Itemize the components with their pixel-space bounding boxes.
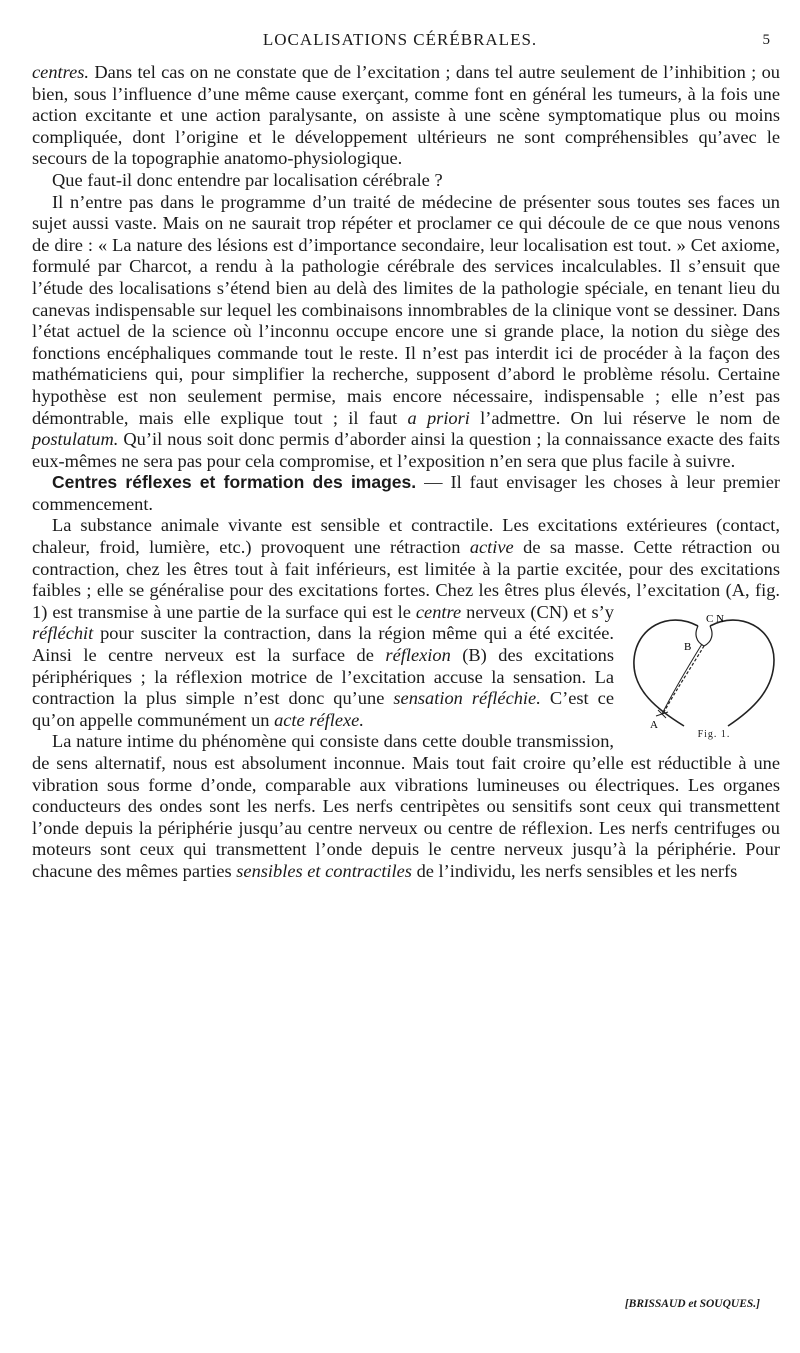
centrifuge-nerve (662, 644, 702, 714)
paragraph-text: Il n’entre pas dans le programme d’un traité de médecine de présenter sous toutes ses faces un sujet aussi vaste. Mais on ne saurait trop répéter et proclamer ce qui découle de ce que nous venons de dire : « La nature des lésions est d’importance secondaire, leur localisation est tout. » Cet axiome, formulé par Charcot, a rendu à la pathologie cérébrale des services incalculables. Il s’ensuit que l’étude des localisations s’étend bien au delà des limites de la pathologie spéciale, en tenant lieu du canevas indispensable sur lequel les combinaisons innombrables de la clinique vont se dessiner. Dans l’état actuel de la science où l’inconnu occupe encore une si grande place, la notion du siège des fonctions encéphaliques commande tout le reste. Il n’est pas interdit ici de procéder à la façon des mathématiciens qui, pour simplifier la recherche, supposent d’abord le problème résolu. Certaine hypothèse est non seulement permise, mais encore nécessaire, indispensable ; elle n’est pas démontrable, mais elle explique tout ; il faut (32, 191, 780, 428)
paragraph-1 (32, 62, 780, 170)
label-cn: C N (706, 612, 725, 625)
italic-phrase: a priori (407, 407, 470, 428)
figure-1 (628, 606, 780, 746)
nerve-center (696, 626, 712, 646)
paragraph-5 (32, 515, 780, 741)
paragraph-text: La nature intime du phénomène qui consiste dans cette double transmission, de sens alternatif, nous est absolument inconnue. Mais tout fait croire qu’elle est réductible à une vibration sous forme d’onde, comparable aux vibrations lumineuses ou électriques. Les organes conducteurs des ondes sont les nerfs. Les nerfs centripètes ou sensitifs sont ceux qui transmettent l’onde depuis la périphérie jusqu’au centre nerveux ou centre de réflexion. Les nerfs centrifuges ou moteurs sont ceux qui transmettent l’onde depuis le centre nerveux jusqu’à la périphérie. Pour chacune des mêmes parties (32, 731, 780, 881)
paragraph-2: Que faut-il donc entendre par localisation cérébrale ? (52, 169, 443, 190)
body-text (32, 62, 780, 883)
printer-signature: [BRISSAUD et SOUQUES.] (624, 1298, 760, 1310)
paragraph-text: l’admettre. On lui réserve le nom de (469, 407, 780, 428)
italic-phrase: sensibles et contractiles (236, 860, 412, 881)
italic-word: réflexion (385, 645, 451, 666)
italic-word: centre (415, 601, 462, 622)
paragraph-text: Qu’il nous soit donc permis d’aborder ainsi la question ; la connaissance exacte des faits eux-mêmes ne sera pas pour cela compromise, et l’exposition n’en sera que plus facile à suivre. (32, 429, 780, 471)
paragraph-6 (32, 731, 780, 882)
paragraph-text: (B) des excitations périphériques ; la réflexion motrice de l’excitation accuse la sensation. La contraction la plus simple n’est donc qu’une (32, 645, 614, 709)
outer-curve-left (634, 620, 698, 726)
paragraph-3 (32, 192, 780, 473)
italic-word: active (469, 537, 514, 558)
page-number: 5 (762, 32, 770, 48)
label-a: A (650, 718, 658, 731)
paragraph-text: C’est ce qu’on appelle communément un (32, 688, 614, 730)
italic-phrase: sensation réfléchie. (393, 688, 541, 709)
italic-phrase: acte réflexe. (274, 709, 364, 730)
section-paragraph (32, 472, 780, 515)
italic-word: centres. (32, 62, 90, 82)
label-b: B (684, 640, 692, 653)
figure-caption: Fig. 1. (697, 729, 731, 741)
paragraph-text: — Il faut envisager les choses à leur premier commencement. (32, 472, 780, 514)
centripetal-nerve (664, 646, 704, 712)
paragraph-text: Dans tel cas on ne constate que de l’excitation ; dans tel autre seulement de l’inhibition ; ou bien, sous l’influence d’une même cause exerçant, comme font en général les tumeurs, à la fois une action excitante et une action paralysante, on assiste à une scène symptomatique plus ou moins compliquée, dont l’origine et le développement ultérieurs ne sont compréhensibles qu’avec le secours de la topographie anatomo-physiologique. (32, 62, 780, 169)
running-header: LOCALISATIONS CÉRÉBRALES. (262, 30, 538, 49)
outer-curve-right (710, 620, 774, 726)
italic-phrase: postulatum. (32, 429, 119, 450)
paragraph-text: de l’individu, les nerfs sensibles et les nerfs (411, 860, 738, 881)
paragraph-text: nerveux (CN) et s’y (461, 601, 614, 622)
section-heading: Centres réflexes et formation des images. (52, 472, 417, 493)
italic-word: réfléchit (32, 623, 94, 644)
paragraph-text: La substance animale vivante est sensible et contractile. Les excitations extérieures (contact, chaleur, froid, lumière, etc.) provoquent une rétraction (32, 515, 780, 558)
paragraph-text: pour susciter la contraction, dans la région même qui a été excitée. Ainsi le centre nerveux est la surface de (32, 623, 614, 666)
paragraph-text: de sa masse. Cette rétraction ou contraction, chez les êtres tout à fait inférieurs, est limitée à la partie excitée, pour des excitations faibles ; elle se généralise pour des excitations fortes. Chez les êtres plus élevés, l’excitation (A, fig. 1) est transmise à une partie de la surface qui est le (32, 537, 780, 622)
